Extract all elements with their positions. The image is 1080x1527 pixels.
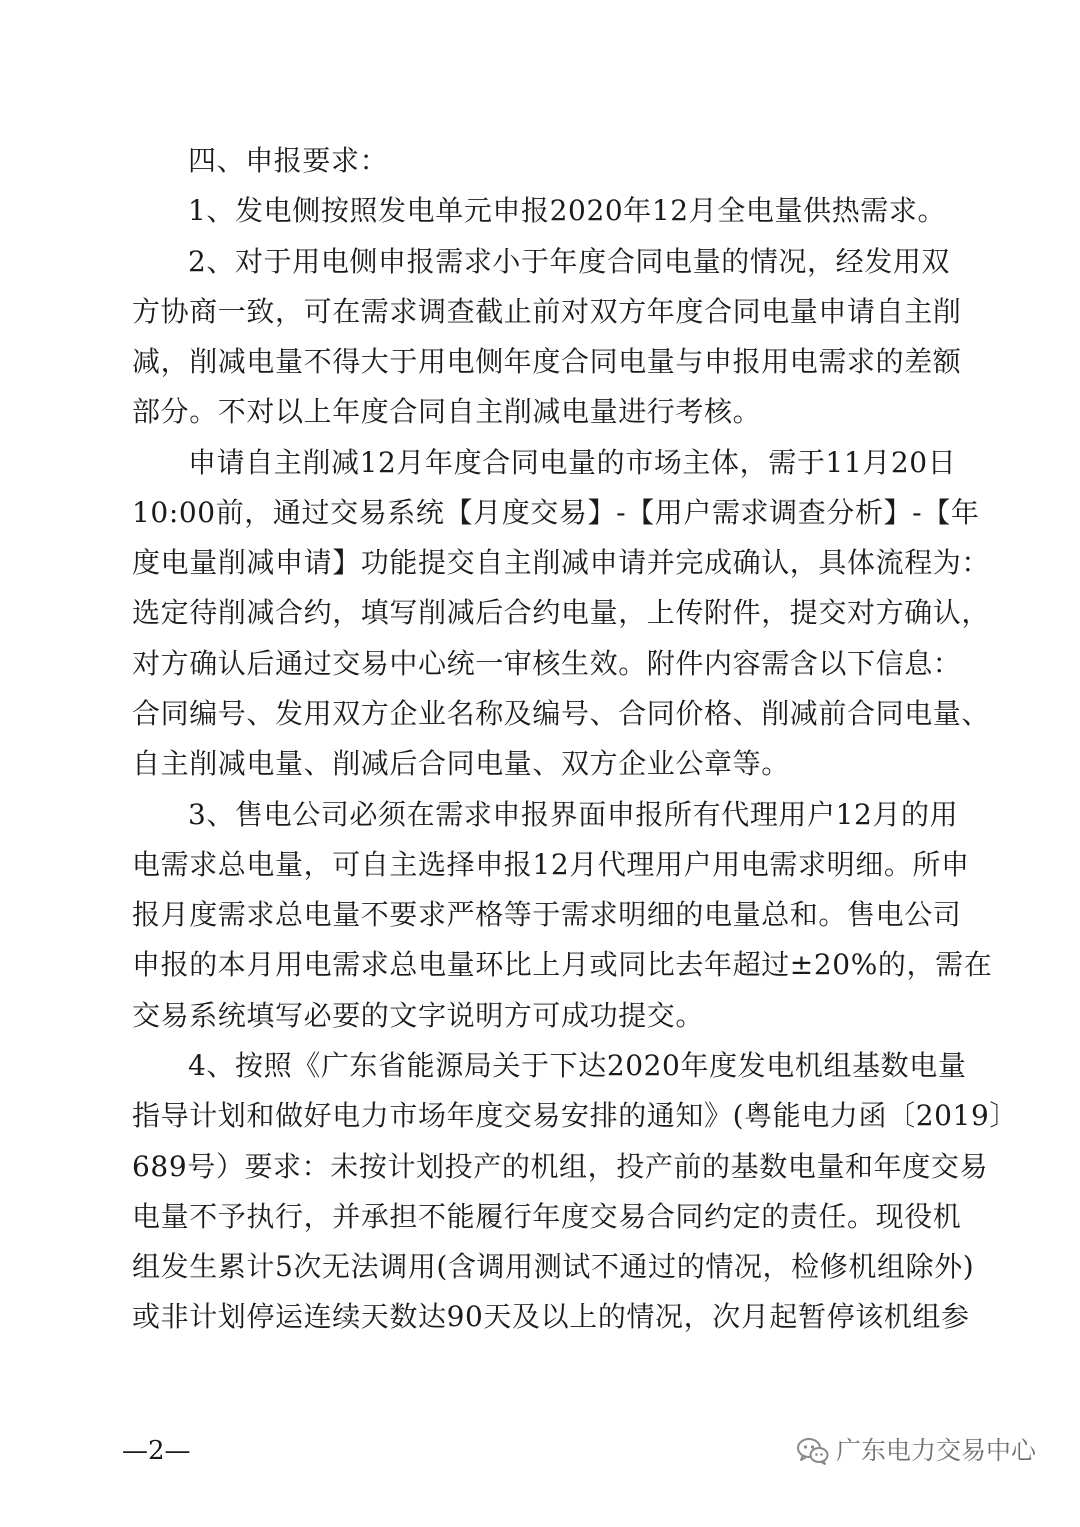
paragraph-line: 部分。不对以上年度合同自主削减电量进行考核。 (132, 395, 762, 428)
section-heading: 四、申报要求： (188, 144, 389, 177)
paragraph-line: 交易系统填写必要的文字说明方可成功提交。 (132, 999, 705, 1032)
watermark-text: 广东电力交易中心 (836, 1436, 1037, 1465)
paragraph-line: 10:00前，通过交易系统【月度交易】-【用户需求调查分析】-【年 (132, 496, 980, 529)
wechat-icon (796, 1436, 830, 1466)
paragraph-line: 4、按照《广东省能源局关于下达2020年度发电机组基数电量 (188, 1049, 967, 1082)
paragraph-line: 电需求总电量，可自主选择申报12月代理用户用电需求明细。所申 (132, 848, 970, 881)
paragraph-line: 申请自主削减12月年度合同电量的市场主体，需于11月20日 (188, 446, 957, 479)
watermark (796, 1434, 1036, 1468)
paragraph-line: 减，削减电量不得大于用电侧年度合同电量与申报用电需求的差额 (132, 345, 962, 378)
paragraph-line: 1、发电侧按照发电单元申报2020年12月全电量供热需求。 (188, 194, 947, 227)
paragraph-line: 报月度需求总电量不要求严格等于需求明细的电量总和。售电公司 (132, 898, 962, 931)
paragraph-line: 689号）要求：未按计划投产的机组，投产前的基数电量和年度交易 (132, 1150, 989, 1183)
paragraph-line: 2、对于用电侧申报需求小于年度合同电量的情况，经发用双 (188, 245, 951, 278)
paragraph-line: 方协商一致，可在需求调查截止前对双方年度合同电量申请自主削 (132, 295, 962, 328)
page-number: —2— (122, 1436, 191, 1466)
paragraph-line: 合同编号、发用双方企业名称及编号、合同价格、削减前合同电量、 (132, 697, 991, 730)
paragraph-line: 申报的本月用电需求总电量环比上月或同比去年超过±20%的，需在 (132, 948, 993, 981)
paragraph-line: 电量不予执行，并承担不能履行年度交易合同约定的责任。现役机 (132, 1200, 962, 1233)
paragraph-line: 对方确认后通过交易中心统一审核生效。附件内容需含以下信息： (132, 647, 962, 680)
paragraph-line: 或非计划停运连续天数达90天及以上的情况，次月起暂停该机组参 (132, 1300, 970, 1333)
paragraph-line: 选定待削减合约，填写削减后合约电量，上传附件，提交对方确认， (132, 596, 991, 629)
paragraph-line: 指导计划和做好电力市场年度交易安排的通知》(粤能电力函〔2019〕 (132, 1099, 1018, 1132)
paragraph-line: 3、售电公司必须在需求申报界面申报所有代理用户12月的用 (188, 798, 959, 831)
paragraph-line: 自主削减电量、削减后合同电量、双方企业公章等。 (132, 747, 790, 780)
paragraph-line: 组发生累计5次无法调用(含调用测试不通过的情况，检修机组除外) (132, 1250, 975, 1283)
paragraph-line: 度电量削减申请】功能提交自主削减申请并完成确认，具体流程为： (132, 546, 991, 579)
